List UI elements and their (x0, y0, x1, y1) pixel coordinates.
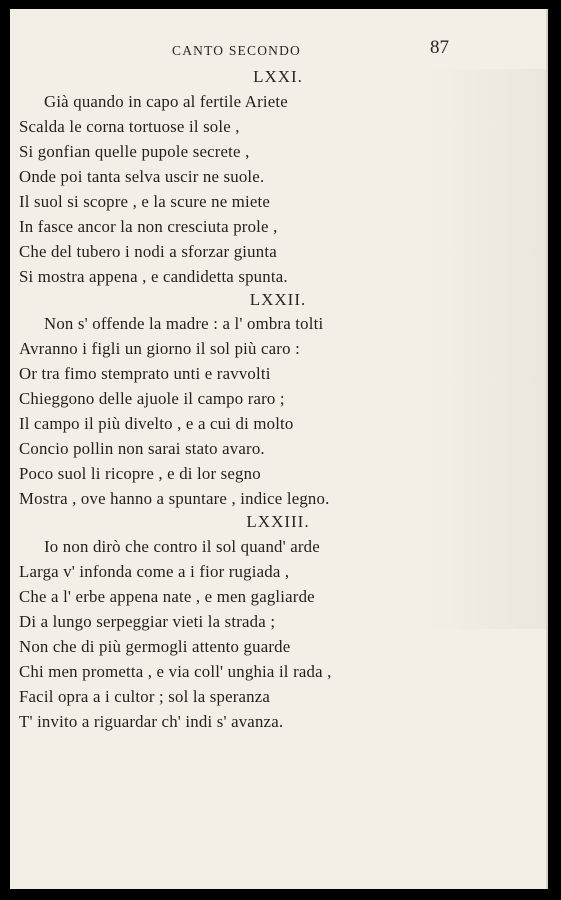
verse-line: In fasce ancor la non cresciuta prole , (19, 217, 278, 236)
page-header (10, 37, 546, 67)
verse-line: Il campo il più divelto , e a cui di molto (19, 414, 294, 433)
verse-line: Poco suol li ricopre , e di lor segno (19, 464, 261, 483)
verse-line: Concio pollin non sarai stato avaro. (19, 439, 265, 458)
verse-line: Chi men prometta , e via coll' unghia il rada , (19, 662, 332, 681)
verse-line: Che a l' erbe appena nate , e men gagliarde (19, 587, 315, 606)
verse-line: Il suol si scopre , e la scure ne miete (19, 192, 271, 211)
page-number: 87 (430, 37, 449, 58)
verse-line: Mostra , ove hanno a spuntare , indice legno. (19, 489, 330, 508)
verse-line: Facil opra a i cultor ; sol la speranza (19, 687, 271, 706)
verse-line: Or tra fimo stemprato unti e ravvolti (19, 364, 271, 383)
verse-line: Non che di più germogli attento guarde (19, 637, 291, 656)
running-title: CANTO SECONDO (172, 43, 301, 58)
show-through-shadow (426, 69, 546, 629)
stanza-heading: LXXII. (249, 290, 307, 309)
stanza-heading: LXXI. (253, 67, 303, 86)
verse-line: Si gonfian quelle pupole secrete , (19, 142, 250, 161)
verse-line: Scalda le corna tortuose il sole , (19, 117, 240, 136)
verse-line: Si mostra appena , e candidetta spunta. (19, 267, 288, 286)
verse-line: Chieggono delle ajuole il campo raro ; (19, 389, 285, 408)
verse-line: Larga v' infonda come a i fior rugiada , (19, 562, 290, 581)
verse-line: Onde poi tanta selva uscir ne suole. (19, 167, 265, 186)
verse-line: Di a lungo serpeggiar vieti la strada ; (19, 612, 276, 631)
verse-line: Avranno i figli un giorno il sol più caro : (19, 339, 300, 358)
stanza-heading: LXXIII. (246, 512, 310, 531)
verse-line: Non s' offende la madre : a l' ombra tolti (44, 314, 324, 333)
verse-line: Io non dirò che contro il sol quand' arde (44, 537, 320, 556)
verse-line: Già quando in capo al fertile Ariete (44, 92, 288, 111)
book-page (10, 9, 548, 889)
verse-line: Che del tubero i nodi a sforzar giunta (19, 242, 277, 261)
verse-line: T' invito a riguardar ch' indi s' avanza. (19, 712, 284, 731)
